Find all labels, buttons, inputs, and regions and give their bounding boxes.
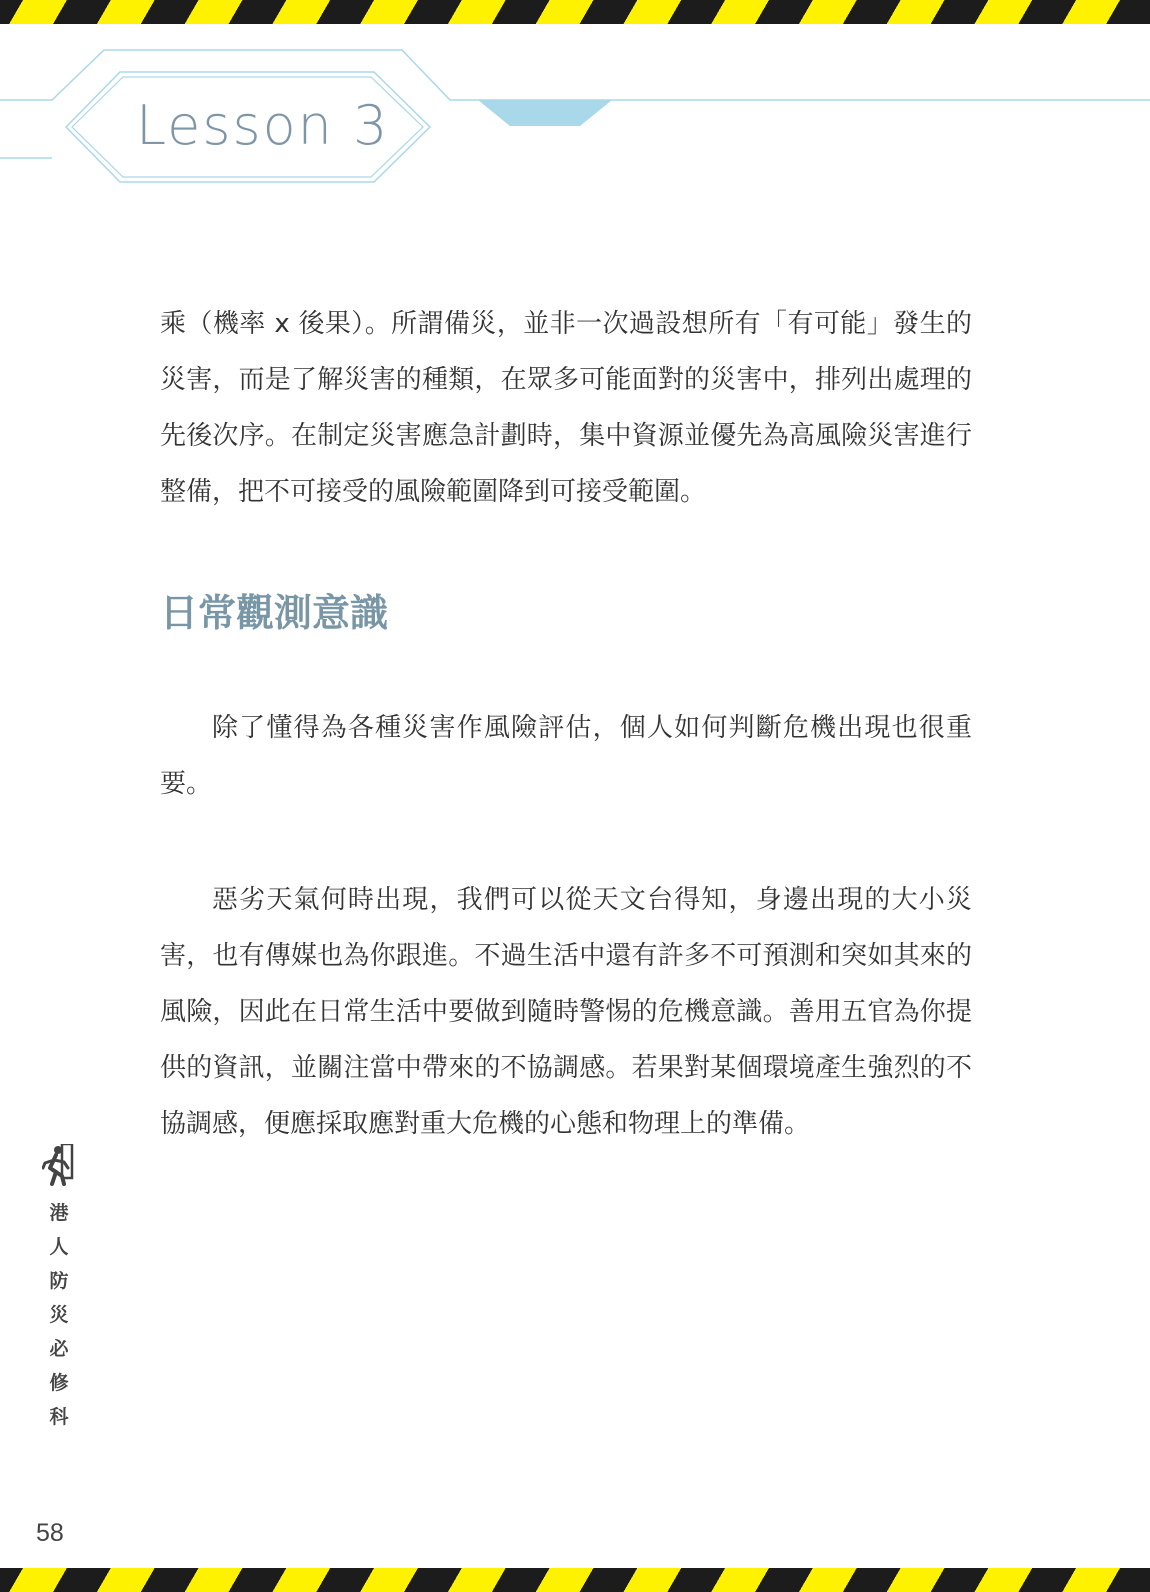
book-title-char: 人 <box>49 1236 69 1258</box>
hazard-stripe-bottom <box>0 1568 1150 1592</box>
section-heading: 日常觀測意識 <box>160 591 389 635</box>
running-man-exit-icon <box>42 1144 74 1188</box>
book-title-vertical <box>44 1196 74 1434</box>
body-paragraph-3: 惡劣天氣何時出現，我們可以從天文台得知，身邊出現的大小災害，也有傳媒也為你跟進。不過生活中還有許多不可預測和突如其來的風險，因此在日常生活中要做到隨時警惕的危機意識。善用五官為你提供的資訊，並關注當中帶來的不協調感。若果對某個環境產生強烈的不協調感，便應採取應對重大危機的心態和物理上的準備。 <box>160 885 972 1139</box>
book-title-char: 修 <box>49 1372 69 1394</box>
book-title-char: 科 <box>49 1406 69 1428</box>
page-number: 58 <box>36 1519 64 1547</box>
body-paragraph-1: 乘（機率 x 後果）。所謂備災，並非一次過設想所有「有可能」發生的災害，而是了解災害的種類，在眾多可能面對的災害中，排列出處理的先後次序。在制定災害應急計劃時，集中資源並優先為高風險災害進行整備，把不可接受的風險範圍降到可接受範圍。 <box>160 309 972 507</box>
book-title-char: 災 <box>49 1304 69 1326</box>
hazard-stripe-top <box>0 0 1150 24</box>
book-title-char: 防 <box>49 1270 69 1292</box>
body-paragraph-2: 除了懂得為各種災害作風險評估，個人如何判斷危機出現也很重要。 <box>160 713 972 799</box>
lesson-title: Lesson 3 <box>136 94 390 157</box>
book-title-char: 必 <box>49 1338 69 1360</box>
book-title-char: 港 <box>49 1202 69 1224</box>
